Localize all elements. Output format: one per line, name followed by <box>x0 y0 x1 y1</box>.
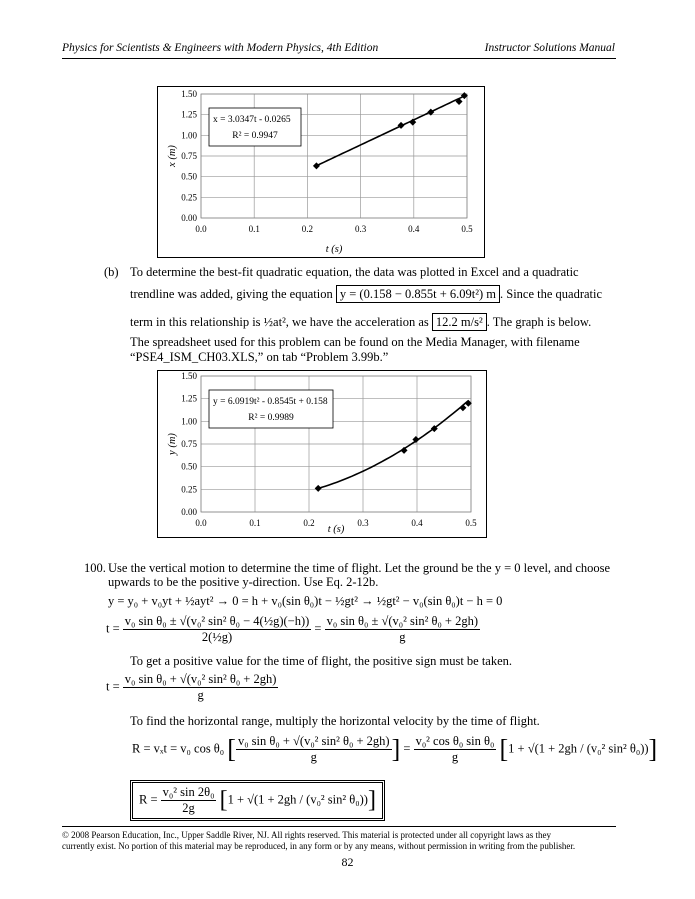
problem-line1: Use the vertical motion to determine the time of flight. Let the ground be the y = 0 level, and choose <box>108 561 611 575</box>
y-tick-label: 1.50 <box>181 371 197 381</box>
eq4-bracket: 1 + √(1 + 2gh / (v₀² sin² θ₀)) <box>508 741 649 756</box>
header-right: Instructor Solutions Manual <box>484 42 615 54</box>
eq3-denominator: g <box>197 688 204 702</box>
final-range-box: R = $\frac{\text{v₀² sin 2θ₀}}{2g}$ [1 + √(1 + 2gh / (v₀² sin² θ₀))] <box>130 780 385 821</box>
x-tick-label: 0.4 <box>411 518 423 528</box>
x-tick-label: 0.0 <box>195 518 207 528</box>
eq2-lhs: t = <box>106 621 120 636</box>
y-tick-label: 0.25 <box>181 484 197 495</box>
eq2-denominator-1: 2(½g) <box>201 630 233 644</box>
x-tick-label: 0.3 <box>354 224 367 234</box>
part-b-label: (b) <box>104 265 119 279</box>
y-tick-label: 1.00 <box>181 416 197 427</box>
x-tick-label: 0.2 <box>303 518 315 528</box>
part-b-line4: The spreadsheet used for this problem can be found on the Media Manager, with filename <box>130 335 580 349</box>
x-tick-label: 0.0 <box>195 224 207 234</box>
eq4-numerator-1: v₀ sin θ₀ + √(v₀² sin² θ₀ + 2gh) <box>237 734 390 748</box>
eq4-lhs: R = vₓt = v₀ cos θ₀ <box>132 741 225 756</box>
eq4-numerator-2: v₀² cos θ₀ sin θ₀ <box>415 734 495 748</box>
y-tick-label: 0.50 <box>181 461 197 472</box>
problem-line4: To find the horizontal range, multiply the horizontal velocity by the time of flight. <box>130 714 540 728</box>
part-b-line2-pre: trendline was added, giving the equation <box>130 287 333 301</box>
y-axis-label: x (m) <box>167 145 178 167</box>
equation-motion: y = y₀ + v₀yt + ½ayt² → 0 = h + v₀(sin θ₀)t − ½gt² → ½gt² − v₀(sin θ₀)t − h = 0 <box>108 594 503 608</box>
copyright-line2: currently exist. No portion of this material may be reproduced, in any form or by any means, without permission in writing from the publisher. <box>62 841 576 851</box>
eq2-denominator-2: g <box>399 630 406 644</box>
part-b-line5: “PSE4_ISM_CH03.XLS,” on tab “Problem 3.99b.” <box>130 350 389 364</box>
eq3-lhs: t = <box>106 679 120 694</box>
x-axis-label: t (s) <box>325 244 343 255</box>
part-b-line2-post: . Since the quadratic <box>500 287 603 301</box>
x-axis-label: t (s) <box>327 524 345 535</box>
header-rule <box>62 58 616 59</box>
equation-range: R = vₓt = v₀ cos θ₀ [ $\frac{\text{v₀ sin θ₀ + √(v₀² sin² θ₀ + 2gh)}}{g}$ ] = $\frac{\text{v₀² cos θ₀ sin θ₀}}{g}$ [1 + √(1 + 2gh / (v₀² sin² θ₀))] <box>132 734 658 764</box>
y-tick-label: 0.75 <box>181 151 197 161</box>
trendline-r-squared: R² = 0.9989 <box>248 413 294 423</box>
x-tick-label: 0.1 <box>248 224 260 234</box>
problem-line3: To get a positive value for the time of flight, the positive sign must be taken. <box>130 654 513 668</box>
x-tick-label: 0.5 <box>465 518 477 528</box>
header-left: Physics for Scientists & Engineers with Modern Physics, 4th Edition <box>62 42 379 54</box>
eq4-equals: = <box>403 741 411 756</box>
y-tick-label: 0.25 <box>181 192 197 203</box>
y-tick-label: 0.50 <box>181 171 197 182</box>
y-tick-label: 0.75 <box>181 439 197 449</box>
problem-line2: upwards to be the positive y-direction. Use Eq. 2-12b. <box>108 575 379 589</box>
trendline-r-squared: R² = 0.9947 <box>232 131 278 141</box>
equation-time-positive <box>106 672 278 703</box>
eq4-denominator-1: g <box>310 750 317 764</box>
x-tick-label: 0.5 <box>461 224 473 234</box>
quadratic-equation-box: y = (0.158 − 0.855t + 6.09t²) m <box>336 285 500 303</box>
y-tick-label: 0.00 <box>181 213 197 223</box>
eq2-numerator-2: v₀ sin θ₀ ± √(v₀² sin² θ₀ + 2gh) <box>326 614 479 628</box>
eq4-denominator-2: g <box>451 750 459 764</box>
x-tick-label: 0.4 <box>408 224 420 234</box>
eq2-numerator-1: v₀ sin θ₀ ± √(v₀² sin² θ₀ − 4(½g)(−h)) <box>124 614 310 628</box>
y-tick-label: 0.00 <box>181 507 197 517</box>
problem-number: 100. <box>84 561 106 575</box>
part-b-line3-pre: term in this relationship is ½at², we have the acceleration as <box>130 315 429 329</box>
eq3-numerator: v₀ sin θ₀ + √(v₀² sin² θ₀ + 2gh) <box>124 672 277 686</box>
y-tick-label: 1.50 <box>181 89 197 99</box>
part-b-line1: To determine the best-fit quadratic equation, the data was plotted in Excel and a quadratic <box>130 265 579 279</box>
y-tick-label: 1.25 <box>181 109 197 120</box>
y-tick-label: 1.00 <box>181 130 197 141</box>
eq5-denominator: 2g <box>182 801 195 815</box>
trendline-equation: x = 3.0347t - 0.0265 <box>213 115 291 125</box>
eq5-lhs: R = <box>139 792 158 807</box>
x-tick-label: 0.2 <box>301 224 314 234</box>
y-axis-label: y (m) <box>167 433 178 455</box>
equation-time-quadratic <box>106 614 480 645</box>
chart-x-vs-t <box>157 86 485 258</box>
eq2-equals: = <box>314 621 322 636</box>
part-b-line3-post: . The graph is below. <box>486 315 592 329</box>
acceleration-box: 12.2 m/s² <box>432 313 487 331</box>
chart-y-vs-t <box>157 370 487 538</box>
y-tick-label: 1.25 <box>181 393 197 404</box>
x-tick-label: 0.1 <box>249 518 261 528</box>
footer-rule <box>62 826 616 827</box>
eq5-bracket: 1 + √(1 + 2gh / (v₀² sin² θ₀)) <box>227 792 368 807</box>
page-number: 82 <box>341 855 354 869</box>
eq5-numerator: v₀² sin 2θ₀ <box>162 785 215 799</box>
trendline-equation: y = 6.0919t² - 0.8545t + 0.158 <box>213 397 328 407</box>
copyright-line1: © 2008 Pearson Education, Inc., Upper Saddle River, NJ. All rights reserved. This material is protected under all copyright laws as they <box>62 830 551 840</box>
x-tick-label: 0.3 <box>357 518 369 528</box>
